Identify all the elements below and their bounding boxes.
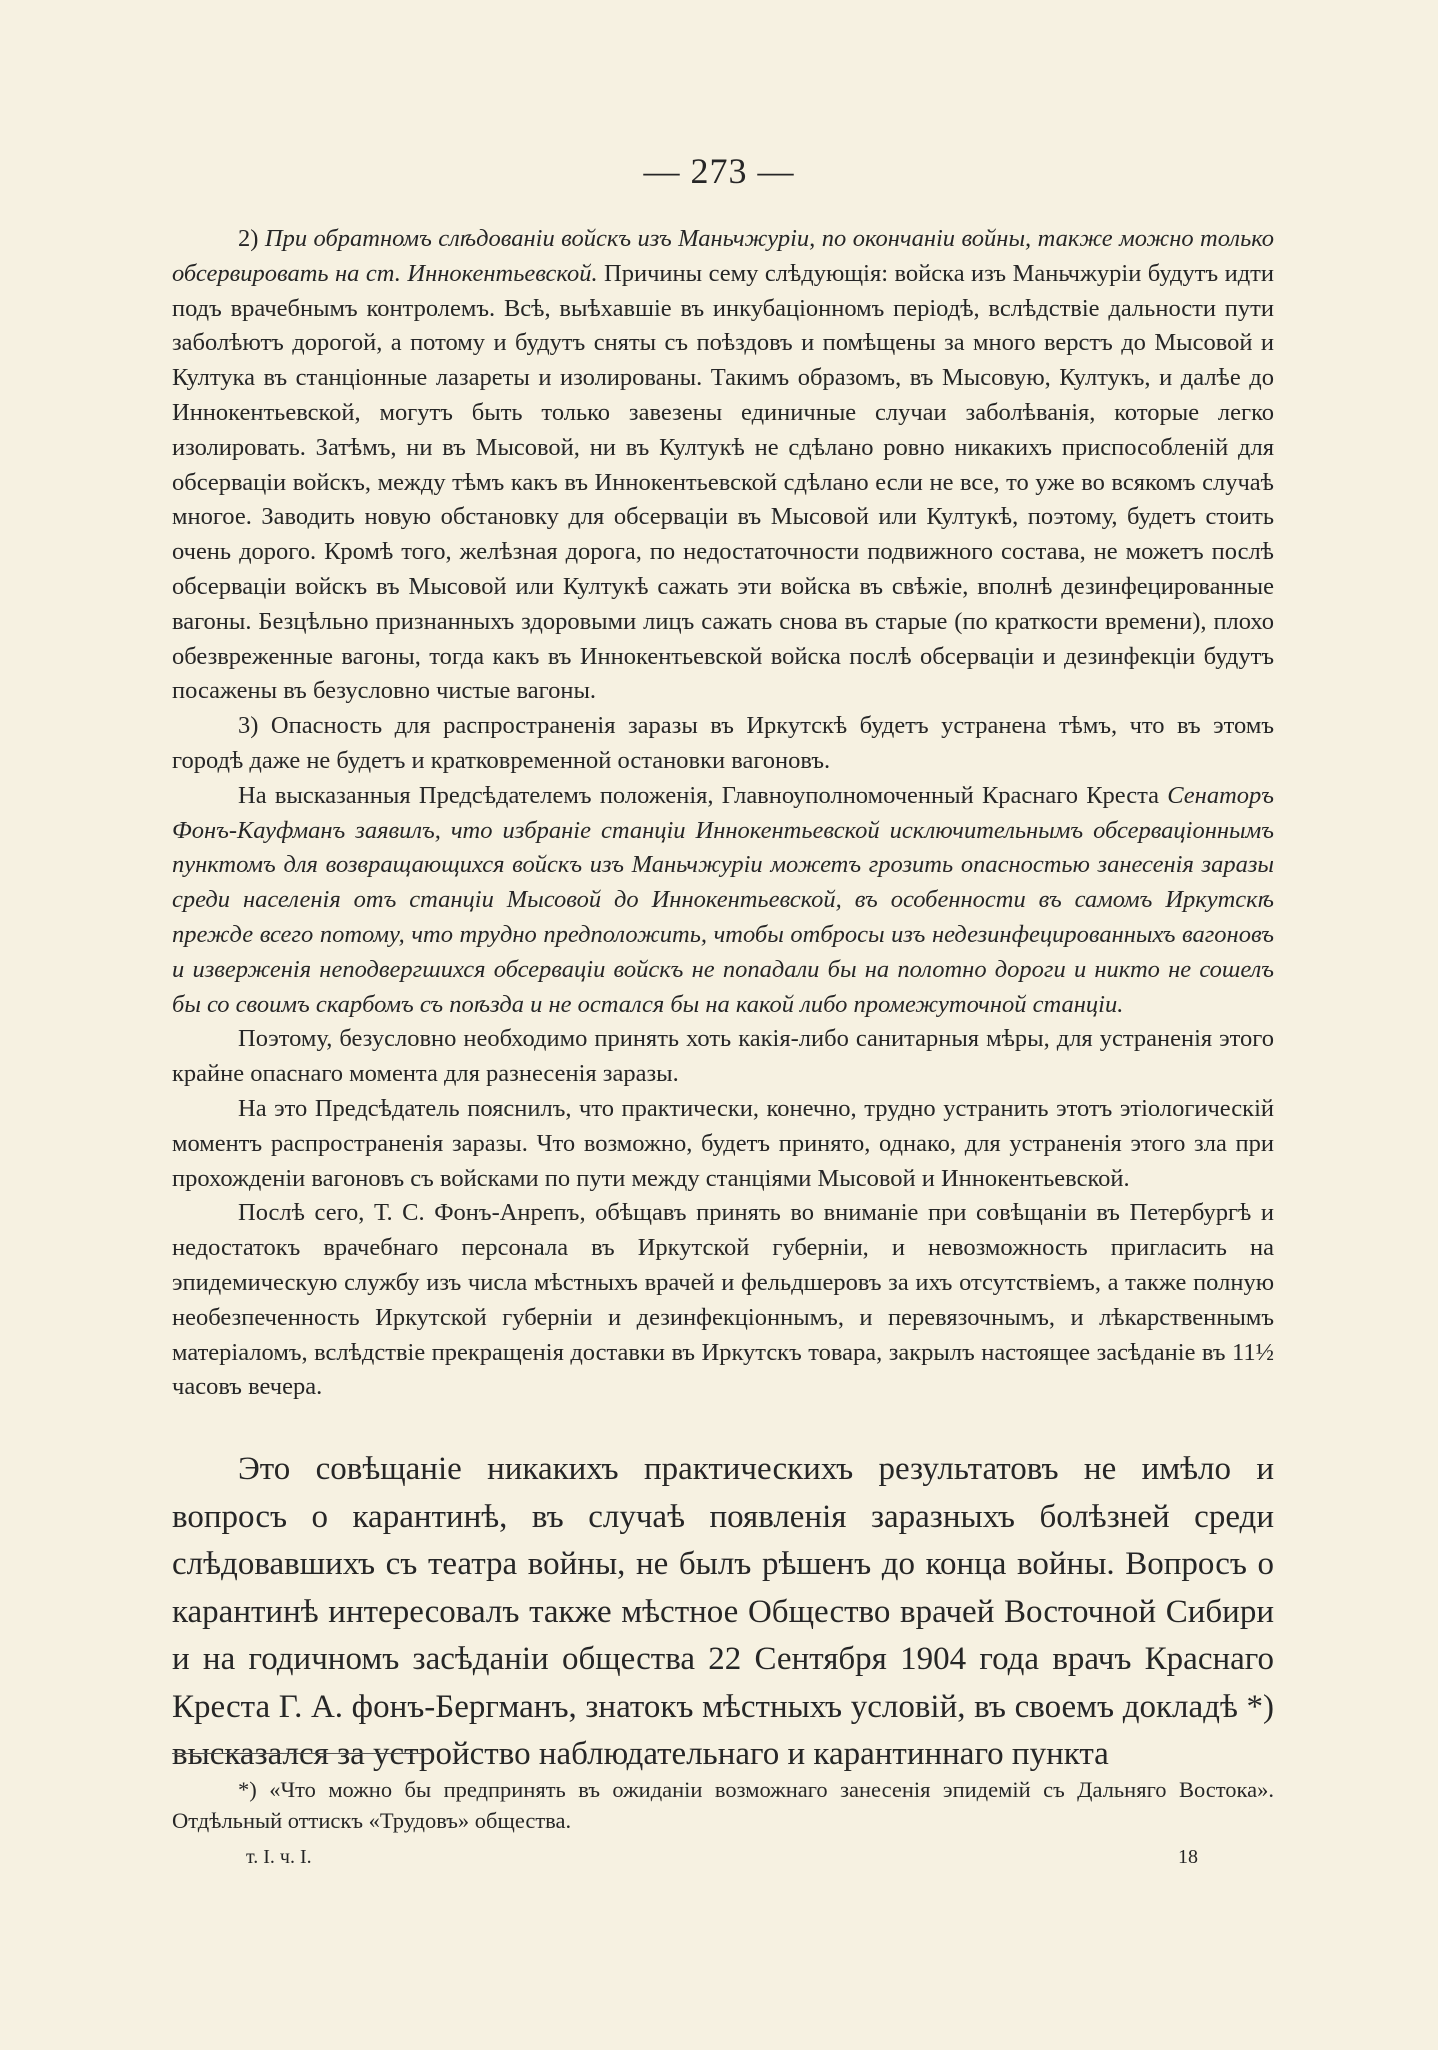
large-paragraph: Это совѣщаніе никакихъ практическихъ результатовъ не имѣло и вопросъ о карантинѣ, въ случаѣ появленія заразныхъ болѣзней среди слѣдовавшихъ съ театра войны, не былъ рѣшенъ до конца войны. Вопросъ о карантинѣ интересовалъ также мѣстное Общество врачей Восточной Сибири и на годичномъ засѣданіи общества 22 Сентября 1904 года врачъ Краснаго Креста Г. А. фонъ-Бергманъ, знатокъ мѣстныхъ условій, въ своемъ докладѣ *) высказался за устройство наблюдательнаго и карантиннаго пункта — [172, 1451, 1274, 1772]
paragraph-text: Послѣ сего, Т. С. Фонъ-Анрепъ, обѣщавъ принять во вниманіе при совѣщаніи въ Петербургѣ и недостатокъ врачебнаго персонала въ Иркутской губерніи, и невозможность пригласить на эпидемическую службу изъ числа мѣстныхъ врачей и фельдшеровъ за ихъ отсутствіемъ, а также полную необезпеченность Иркутской губерніи и дезинфекціоннымъ, и перевязочнымъ, и лѣкарственнымъ матеріаломъ, вслѣдствіе прекращенія доставки въ Иркутскъ товара, закрылъ настоящее засѣданіе въ 11½ часовъ вечера. — [172, 1199, 1274, 1401]
paragraph-text: На это Предсѣдатель пояснилъ, что практически, конечно, трудно устранить этотъ этіологическій моментъ распространенія заразы. Что возможно, будетъ принято, однако, для устраненія этого зла при прохожденіи вагоновъ съ войсками по пути между станціями Мысовой и Иннокентьевской. — [172, 1094, 1274, 1192]
paragraph-text: Поэтому, безусловно необходимо принять хоть какія-либо санитарныя мѣры, для устраненія этого крайне опаснаго момента для разнесенія заразы. — [172, 1025, 1274, 1088]
paragraph-lead: На высказанныя Предсѣдателемъ положенія, Главноуполномоченный Краснаго Креста — [238, 781, 1168, 809]
footnote-rule — [172, 1753, 424, 1754]
paragraph-2 — [172, 222, 1274, 709]
signature-volume: т. I. ч. I. — [246, 1846, 312, 1868]
body-text — [172, 222, 1274, 1405]
large-text — [172, 1446, 1274, 1779]
paragraph-anrep — [172, 1196, 1274, 1405]
paragraph-measures — [172, 1022, 1274, 1092]
footnote-text: *) «Что можно бы предпринять въ ожиданіи возможнаго занесенія эпидемій съ Дальняго Востока». Отдѣльный оттискъ «Трудовъ» общества. — [172, 1777, 1274, 1833]
italic-passage: Сенаторъ Фонъ-Кауфманъ заявилъ, что избраніе станціи Иннокентьевской исключительнымъ обсерваціоннымъ пунктомъ для возвращающихся войскъ изъ Маньчжуріи можетъ грозить опасностью занесенія заразы среди населенія отъ станціи Мысовой до Иннокентьевской, въ особенности въ самомъ Иркутскѣ прежде всего потому, что трудно предположить, чтобы отбросы изъ недезинфецированныхъ вагоновъ и изверженія неподвергшихся обсерваціи войскъ не попадали бы на полотно дороги и никто не сошелъ бы со своимъ скарбомъ съ поѣзда и не остался бы на какой либо промежуточной станціи. — [172, 781, 1274, 1018]
paragraph-text: 3) Опасность для распространенія заразы въ Иркутскѣ будетъ устранена тѣмъ, что въ этомъ городѣ даже не будетъ и кратковременной остановки вагоновъ. — [172, 712, 1274, 774]
paragraph-text: Причины сему слѣдующія: войска изъ Маньчжуріи будутъ идти подъ врачебнымъ контролемъ. Всѣ, выѣхавшіе въ инкубаціонномъ періодѣ, вслѣдствіе дальности пути заболѣютъ дорогой, а потому и будутъ сняты съ поѣздовъ и помѣщены за много верстъ до Мысовой и Култука въ станціонные лазареты и изолированы. Такимъ образомъ, въ Мысовую, Култукъ, и далѣе до Иннокентьевской, могутъ быть только завезены единичные случаи заболѣванія, которые легко изолировать. Затѣмъ, ни въ Мысовой, ни въ Култукѣ не сдѣлано ровно никакихъ приспособленій для обсерваціи войскъ, между тѣмъ какъ въ Иннокентьевской сдѣлано если не все, то уже во всякомъ случаѣ многое. Заводить новую обстановку для обсерваціи въ Мысовой или Култукѣ, поэтому, будетъ стоить очень дорого. Кромѣ того, желѣзная дорога, по недостаточности подвижного состава, не можетъ послѣ обсерваціи войскъ въ Мысовой или Култукѣ сажать эти войска въ свѣжіе, вполнѣ дезинфецированные вагоны. Безцѣльно признанныхъ здоровыми лицъ сажать снова въ старые (по краткости времени), плохо обезвреженные вагоны, тогда какъ въ Иннокентьевской войска послѣ обсерваціи и дезинфекціи будутъ посажены въ безусловно чистые вагоны. — [172, 259, 1274, 705]
footnote — [172, 1774, 1274, 1836]
paragraph-3 — [172, 709, 1274, 779]
italic-passage: При обратномъ слѣдованіи войскъ изъ Маньчжуріи, по окончаніи войны, также можно только обсервировать на ст. Иннокентьевской. — [172, 225, 1274, 287]
paragraph-lead: 2) — [238, 225, 265, 252]
page-number: — 273 — — [643, 151, 795, 191]
signature-sheet: 18 — [1178, 1846, 1198, 1868]
paragraph-chairman — [172, 1092, 1274, 1196]
paragraph-kaufman — [172, 779, 1274, 1023]
